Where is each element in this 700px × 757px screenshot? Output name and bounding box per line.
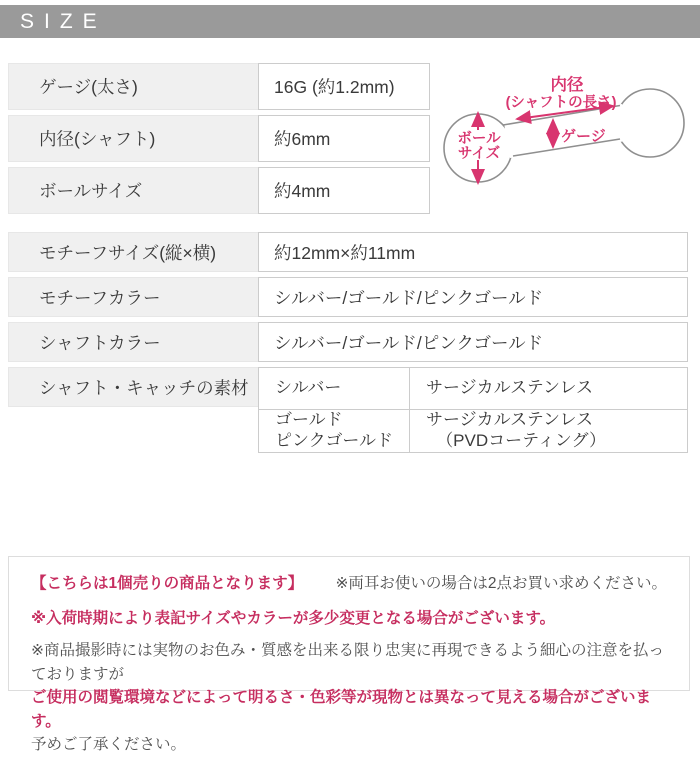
material-color-silver <box>258 367 410 410</box>
note-both-ears: ※両耳お使いの場合は2点お買い求めください。 <box>335 575 668 592</box>
ball-size-label-line1: ボール <box>457 131 501 147</box>
row-label-gauge: ゲージ(太さ) <box>8 63 259 110</box>
material-value-text: サージカルステンレス <box>426 378 594 398</box>
row-value-motif-color: シルバー/ゴールド/ピンクゴールド <box>258 277 688 317</box>
barbell-measurement-diagram <box>430 62 700 217</box>
note-photo-accuracy: ※商品撮影時には実物のお色み・質感を出来る限り忠実に再現できるよう細心の注意を払っておりますが <box>31 642 664 683</box>
row-value-gauge: 16G (約1.2mm) <box>258 63 430 110</box>
note-acknowledgement: 予めご了承ください。 <box>31 736 187 753</box>
table-row <box>8 322 688 362</box>
material-gold-value <box>409 409 688 453</box>
row-value-motif-size: 約12mm×約11mm <box>258 232 688 272</box>
gauge-label: ゲージ <box>561 128 606 145</box>
material-color-text: シルバー <box>275 378 342 398</box>
row-label-motif-color: モチーフカラー <box>8 277 259 317</box>
material-color-gold <box>258 409 410 453</box>
row-value-shaft-color: シルバー/ゴールド/ピンクゴールド <box>258 322 688 362</box>
material-color-text: ピンクゴールド <box>275 431 393 450</box>
note-size-change: ※入荷時期により表記サイズやカラーが多少変更となる場合がございます。 <box>31 610 556 627</box>
table-row <box>8 115 430 162</box>
inner-diameter-sublabel: (シャフトの長さ) <box>505 95 617 111</box>
table-row <box>8 63 430 110</box>
table-row <box>8 232 688 272</box>
row-label-shaft-color: シャフトカラー <box>8 322 259 362</box>
table-row <box>8 277 688 317</box>
section-title-size: SIZE <box>0 5 700 38</box>
material-color-text: ゴールド <box>275 410 343 430</box>
material-silver-value <box>409 367 688 410</box>
material-value-text: （PVDコーティング） <box>436 431 606 450</box>
note-display-difference: ご使用の閲覧環境などによって明るさ・色彩等が現物とは異なって見える場合がございます。 <box>31 689 652 730</box>
table-row <box>8 167 430 214</box>
inner-diameter-label: 内径 <box>550 76 584 94</box>
material-sub-table <box>258 367 688 450</box>
material-value-text: サージカルステンレス <box>426 410 594 430</box>
row-value-ball-size: 約4mm <box>258 167 430 214</box>
row-label-motif-size: モチーフサイズ(縦×横) <box>8 232 259 272</box>
row-value-inner-diameter: 約6mm <box>258 115 430 162</box>
product-spec-table <box>8 232 688 450</box>
row-label-inner-diameter: 内径(シャフト) <box>8 115 259 162</box>
note-single-item <box>31 573 669 595</box>
product-notes-box <box>8 556 690 753</box>
row-label-material: シャフト・キャッチの素材 <box>8 367 259 407</box>
note-single-item-highlight: 【こちらは1個売りの商品となります】 <box>31 575 304 592</box>
table-row-material <box>8 367 688 450</box>
size-spec-table <box>8 63 430 219</box>
ball-size-label-line2: サイズ <box>457 146 501 162</box>
row-label-ball-size: ボールサイズ <box>8 167 259 214</box>
